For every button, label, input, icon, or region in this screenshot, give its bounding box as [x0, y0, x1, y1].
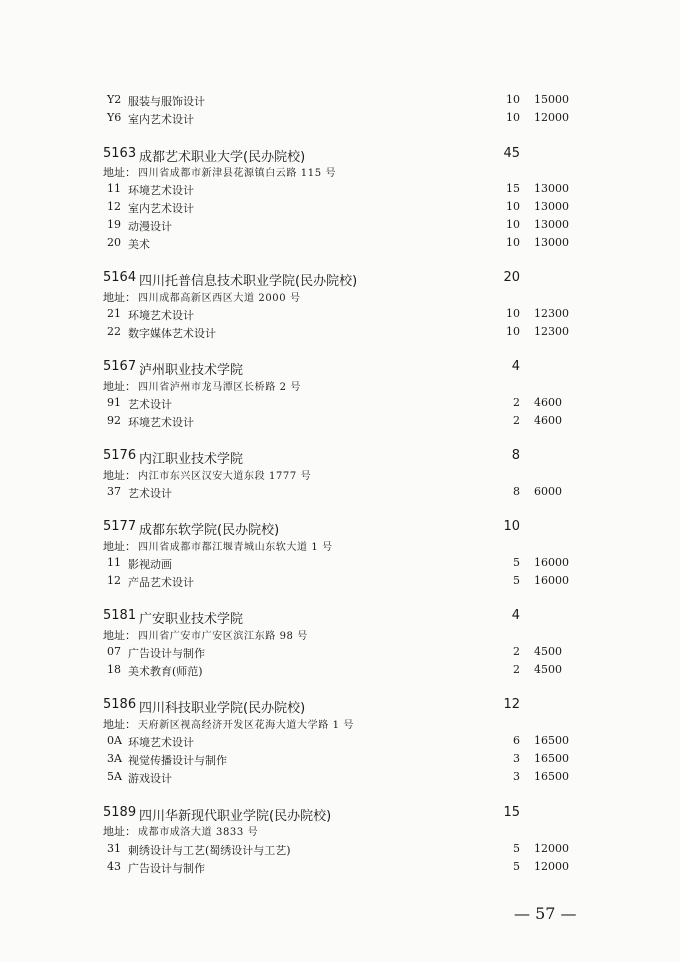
school-header — [0, 359, 680, 377]
program-quota: 5 — [513, 556, 520, 569]
school-header — [0, 608, 680, 626]
address-label: 地址： — [103, 629, 136, 642]
address-label: 地址： — [103, 166, 136, 179]
address-value: 成都市成洛大道 3833 号 — [138, 827, 259, 838]
program-tuition: 12300 — [534, 325, 569, 338]
program-name: 艺术设计 — [128, 398, 172, 411]
program-code: 91 — [107, 396, 121, 409]
program-row — [0, 182, 680, 200]
school-total-quota: 45 — [503, 146, 520, 161]
program-row — [0, 752, 680, 770]
program-name: 环境艺术设计 — [128, 416, 194, 429]
program-row — [0, 860, 680, 878]
school-code: 5181 — [103, 608, 137, 623]
address-label: 地址： — [103, 540, 136, 553]
program-quota: 10 — [506, 200, 520, 213]
program-row — [0, 842, 680, 860]
program-code: 21 — [107, 307, 121, 320]
program-row — [0, 770, 680, 788]
program-quota: 8 — [513, 485, 520, 498]
program-code: 22 — [107, 325, 121, 338]
program-row — [0, 396, 680, 414]
program-quota: 10 — [506, 218, 520, 231]
school-address — [0, 164, 680, 182]
school-total-quota: 15 — [503, 805, 520, 820]
address-label: 地址： — [103, 825, 136, 838]
program-code: 43 — [107, 860, 121, 873]
program-row — [0, 645, 680, 663]
school-code: 5176 — [103, 448, 137, 463]
program-name: 动漫设计 — [128, 220, 172, 233]
program-code: 0A — [107, 734, 122, 747]
school-total-quota: 20 — [503, 270, 520, 285]
program-tuition: 12300 — [534, 307, 569, 320]
program-row — [0, 218, 680, 236]
school-address — [0, 538, 680, 556]
school-header — [0, 146, 680, 164]
program-row — [0, 325, 680, 343]
program-tuition: 13000 — [534, 182, 569, 195]
program-row — [0, 663, 680, 681]
program-quota: 10 — [506, 93, 520, 106]
program-quota: 2 — [513, 663, 520, 676]
address-value: 四川省成都市新津县花源镇白云路 115 号 — [138, 168, 337, 179]
program-tuition: 4500 — [534, 663, 562, 676]
program-quota: 10 — [506, 325, 520, 338]
school-code: 5167 — [103, 359, 137, 374]
school-address — [0, 716, 680, 734]
program-tuition: 12000 — [534, 860, 569, 873]
program-quota: 10 — [506, 236, 520, 249]
program-quota: 10 — [506, 111, 520, 124]
school-code: 5177 — [103, 519, 137, 534]
program-code: 12 — [107, 200, 121, 213]
program-tuition: 4500 — [534, 645, 562, 658]
address-value: 四川省广安市广安区滨江东路 98 号 — [138, 631, 308, 642]
school-total-quota: 4 — [511, 608, 520, 623]
program-name: 环境艺术设计 — [128, 309, 194, 322]
school-name: 成都东软学院(民办院校) — [139, 523, 280, 538]
program-name: 数字媒体艺术设计 — [128, 327, 216, 340]
program-code: 31 — [107, 842, 121, 855]
program-name: 视觉传播设计与制作 — [128, 754, 227, 767]
school-address — [0, 289, 680, 307]
program-quota: 10 — [506, 307, 520, 320]
address-label: 地址： — [103, 469, 136, 482]
school-code: 5164 — [103, 270, 137, 285]
program-name: 服装与服饰设计 — [128, 95, 205, 108]
program-quota: 5 — [513, 842, 520, 855]
program-quota: 3 — [513, 752, 520, 765]
program-row — [0, 93, 680, 111]
school-header — [0, 697, 680, 715]
program-tuition: 13000 — [534, 218, 569, 231]
program-tuition: 16000 — [534, 556, 569, 569]
address-value: 内江市东兴区汉安大道东段 1777 号 — [138, 471, 312, 482]
school-total-quota: 4 — [511, 359, 520, 374]
program-name: 环境艺术设计 — [128, 736, 194, 749]
program-name: 环境艺术设计 — [128, 184, 194, 197]
school-address — [0, 467, 680, 485]
address-label: 地址： — [103, 380, 136, 393]
program-quota: 5 — [513, 574, 520, 587]
program-tuition: 12000 — [534, 111, 569, 124]
program-code: 07 — [107, 645, 121, 658]
program-code: Y2 — [107, 93, 122, 106]
program-quota: 15 — [506, 182, 520, 195]
school-name: 四川托普信息技术职业学院(民办院校) — [139, 274, 358, 289]
program-tuition: 4600 — [534, 414, 562, 427]
program-name: 游戏设计 — [128, 772, 172, 785]
program-code: 5A — [107, 770, 122, 783]
program-quota: 5 — [513, 860, 520, 873]
program-tuition: 13000 — [534, 200, 569, 213]
school-name: 四川科技职业学院(民办院校) — [139, 701, 306, 716]
program-code: 11 — [107, 556, 121, 569]
program-code: Y6 — [107, 111, 122, 124]
school-address — [0, 378, 680, 396]
school-name: 四川华新现代职业学院(民办院校) — [139, 809, 332, 824]
program-code: 12 — [107, 574, 121, 587]
address-label: 地址： — [103, 718, 136, 731]
school-address — [0, 823, 680, 841]
program-tuition: 12000 — [534, 842, 569, 855]
program-name: 美术教育(师范) — [128, 665, 203, 678]
school-name: 成都艺术职业大学(民办院校) — [139, 150, 306, 165]
program-name: 室内艺术设计 — [128, 202, 194, 215]
program-row — [0, 734, 680, 752]
school-name: 泸州职业技术学院 — [139, 363, 244, 378]
program-quota: 6 — [513, 734, 520, 747]
school-header — [0, 448, 680, 466]
school-header — [0, 519, 680, 537]
program-name: 美术 — [128, 238, 150, 251]
school-total-quota: 12 — [503, 697, 520, 712]
address-label: 地址： — [103, 291, 136, 304]
school-header — [0, 270, 680, 288]
program-quota: 2 — [513, 396, 520, 409]
program-quota: 2 — [513, 645, 520, 658]
program-tuition: 13000 — [534, 236, 569, 249]
address-value: 四川省泸州市龙马潭区长桥路 2 号 — [138, 382, 301, 393]
program-row — [0, 414, 680, 432]
program-name: 产品艺术设计 — [128, 576, 194, 589]
program-name: 影视动画 — [128, 558, 172, 571]
program-name: 广告设计与制作 — [128, 647, 205, 660]
program-code: 92 — [107, 414, 121, 427]
program-name: 室内艺术设计 — [128, 113, 194, 126]
program-name: 刺绣设计与工艺(蜀绣设计与工艺) — [128, 844, 291, 857]
program-code: 3A — [107, 752, 122, 765]
program-tuition: 16500 — [534, 734, 569, 747]
address-value: 四川成都高新区西区大道 2000 号 — [138, 293, 301, 304]
page-number: — 57 — — [514, 904, 577, 923]
program-tuition: 4600 — [534, 396, 562, 409]
program-code: 20 — [107, 236, 121, 249]
program-code: 19 — [107, 218, 121, 231]
school-address — [0, 627, 680, 645]
program-tuition: 16500 — [534, 752, 569, 765]
program-tuition: 15000 — [534, 93, 569, 106]
school-total-quota: 8 — [511, 448, 520, 463]
school-header — [0, 805, 680, 823]
program-row — [0, 307, 680, 325]
school-total-quota: 10 — [503, 519, 520, 534]
address-value: 天府新区视高经济开发区花海大道大学路 1 号 — [138, 720, 354, 731]
program-row — [0, 556, 680, 574]
address-value: 四川省成都市都江堰青城山东软大道 1 号 — [138, 542, 333, 553]
program-name: 广告设计与制作 — [128, 862, 205, 875]
program-code: 18 — [107, 663, 121, 676]
program-tuition: 16000 — [534, 574, 569, 587]
program-row — [0, 111, 680, 129]
school-code: 5163 — [103, 146, 137, 161]
program-quota: 2 — [513, 414, 520, 427]
program-row — [0, 200, 680, 218]
program-row — [0, 236, 680, 254]
school-name: 广安职业技术学院 — [139, 612, 244, 627]
program-row — [0, 485, 680, 503]
program-name: 艺术设计 — [128, 487, 172, 500]
program-quota: 3 — [513, 770, 520, 783]
program-tuition: 6000 — [534, 485, 562, 498]
program-row — [0, 574, 680, 592]
school-code: 5186 — [103, 697, 137, 712]
school-code: 5189 — [103, 805, 137, 820]
school-name: 内江职业技术学院 — [139, 452, 244, 467]
program-code: 37 — [107, 485, 121, 498]
program-tuition: 16500 — [534, 770, 569, 783]
program-code: 11 — [107, 182, 121, 195]
